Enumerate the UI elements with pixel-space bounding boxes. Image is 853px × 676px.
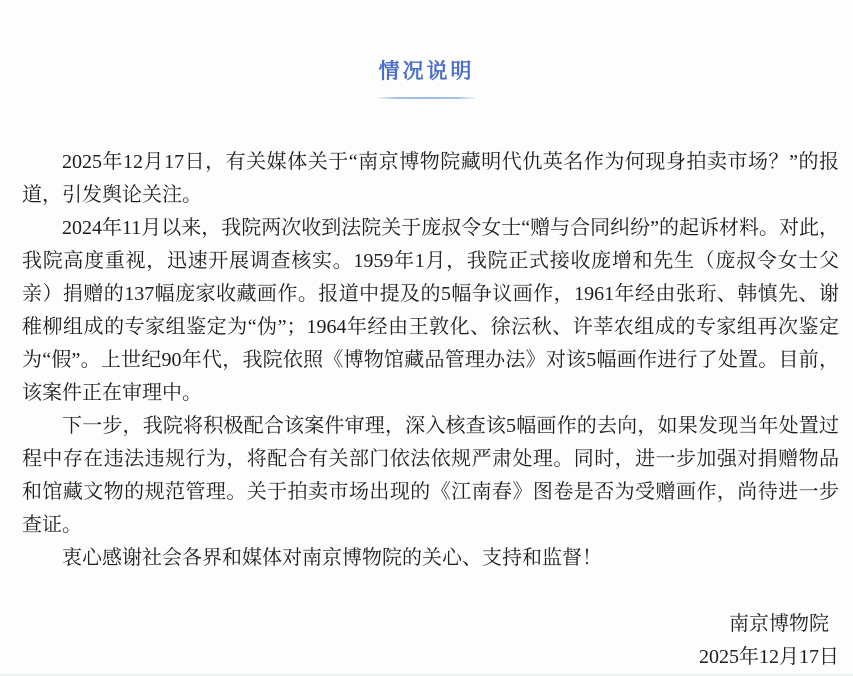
statement-paragraph: 衷心感谢社会各界和媒体对南京博物院的关心、支持和监督！	[62, 547, 602, 569]
signature-date: 2025年12月17日	[699, 646, 839, 668]
page-title: 情况说明	[378, 60, 475, 83]
statement-paragraph: 2024年11月以来，我院两次收到法院关于庞叔令女士“赠与合同纠纷”的起诉材料。对此，我院高度重视，迅速开展调查核实。1959年1月，我院正式接收庞增和先生（庞叔令女士父亲）捐赠的137幅庞家收藏画作。报道中提及的5幅争议画作，1961年经由张珩、韩慎先、谢稚柳组成的专家组鉴定为“伪”；1964年经由王敦化、徐沄秋、许莘农组成的专家组再次鉴定为“假”。上世纪90年代，我院依照《博物馆藏品管理办法》对该5幅画作进行了处置。目前，该案件正在审理中。	[22, 217, 840, 404]
statement-paragraph: 下一步，我院将积极配合该案件审理，深入核查该5幅画作的去向，如果发现当年处置过程中存在违法违规行为，将配合有关部门依法依规严肃处理。同时，进一步加强对捐赠物品和馆藏文物的规范管理。关于拍卖市场出现的《江南春》图卷是否为受赠画作，尚待进一步查证。	[22, 415, 839, 536]
title-section	[0, 0, 853, 99]
statement-body	[0, 146, 853, 575]
signature-name: 南京博物院	[729, 613, 829, 635]
signature-block	[0, 608, 853, 674]
statement-paragraph: 2025年12月17日，有关媒体关于“南京博物院藏明代仇英名作为何现身拍卖市场？”的报道，引发舆论关注。	[22, 151, 839, 206]
title-underline-divider	[378, 97, 475, 99]
